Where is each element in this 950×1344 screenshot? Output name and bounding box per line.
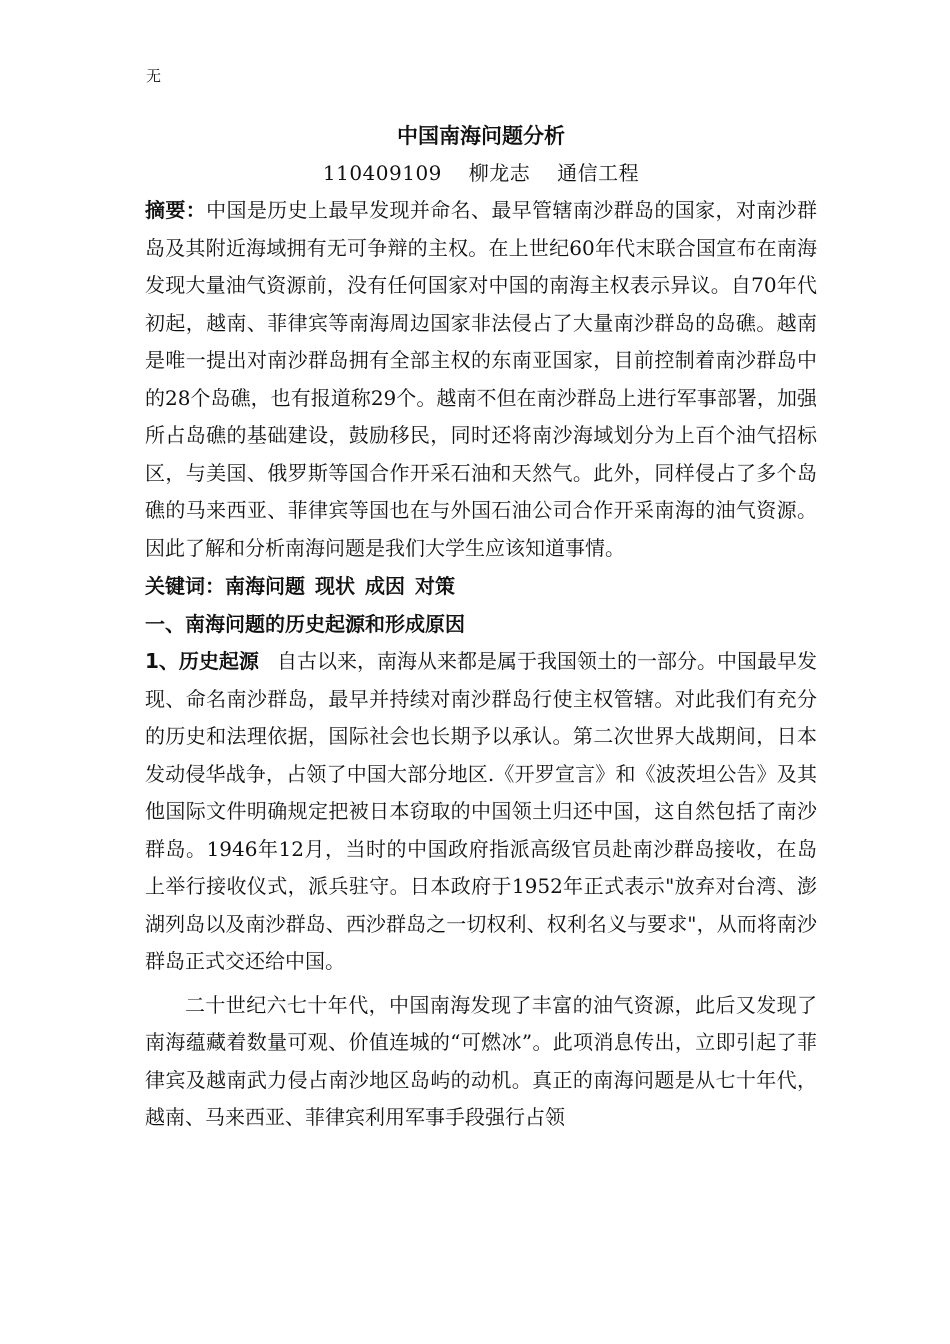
header-mark: 无	[146, 67, 162, 85]
abstract-text: 中国是历史上最早发现并命名、最早管辖南沙群岛的国家，对南沙群岛及其附近海域拥有无可争辩的主权。在上世纪60年代末联合国宣布在南海发现大量油气资源前，没有任何国家对中国的南海主权表示异议。自70年代初起，越南、菲律宾等南海周边国家非法侵占了大量南沙群岛的岛礁。越南是唯一提出对南沙群岛拥有全部主权的东南亚国家，目前控制着南沙群岛中的28个岛礁，也有报道称29个。越南不但在南沙群岛上进行军事部署，加强所占岛礁的基础建设，鼓励移民，同时还将南沙海域划分为上百个油气招标区，与美国、俄罗斯等国合作开采石油和天然气。此外，同样侵占了多个岛礁的马来西亚、菲律宾等国也在与外国石油公司合作开采南海的油气资源。因此了解和分析南海问题是我们大学生应该知道事情。	[145, 198, 817, 560]
document-body	[145, 118, 817, 1137]
keywords-line	[145, 567, 817, 605]
section-heading: 一、南海问题的历史起源和形成原因	[145, 612, 465, 636]
keyword-item: 对策	[415, 574, 455, 598]
abstract-paragraph	[145, 192, 817, 567]
author-name: 柳龙志	[468, 161, 531, 185]
byline	[145, 154, 817, 192]
document-title: 中国南海问题分析	[397, 124, 565, 148]
subsection-label: 1、历史起源	[145, 649, 259, 673]
keyword-item: 南海问题	[225, 574, 305, 598]
keyword-item: 成因	[365, 574, 405, 598]
keyword-item: 现状	[315, 574, 355, 598]
history-paragraph	[145, 643, 817, 981]
major-name: 通信工程	[557, 161, 640, 185]
keywords-label: 关键词：	[145, 574, 225, 598]
abstract-label: 摘要：	[145, 198, 207, 222]
history-text: 自古以来，南海从来都是属于我国领土的一部分。中国最早发现、命名南沙群岛，最早并持续对南沙群岛行使主权管辖。对此我们有充分的历史和法理依据，国际社会也长期予以承认。第二次世界大战期间，日本发动侵华战争，占领了中国大部分地区.《开罗宣言》和《波茨坦公告》及其他国际文件明确规定把被日本窃取的中国领土归还中国，这自然包括了南沙群岛。1946年12月，当时的中国政府指派高级官员赴南沙群岛接收，在岛上举行接收仪式，派兵驻守。日本政府于1952年正式表示"放弃对台湾、澎湖列岛以及南沙群岛、西沙群岛之一切权利、权利名义与要求"，从而将南沙群岛正式交还给中国。	[145, 649, 818, 973]
student-id: 110409109	[322, 161, 442, 185]
body-paragraph: 二十世纪六七十年代，中国南海发现了丰富的油气资源，此后又发现了南海蕴藏着数量可观、价值连城的“可燃冰”。此项消息传出，立即引起了菲律宾及越南武力侵占南沙地区岛屿的动机。真正的南海问题是从七十年代，越南、马来西亚、菲律宾利用军事手段强行占领	[145, 992, 817, 1129]
